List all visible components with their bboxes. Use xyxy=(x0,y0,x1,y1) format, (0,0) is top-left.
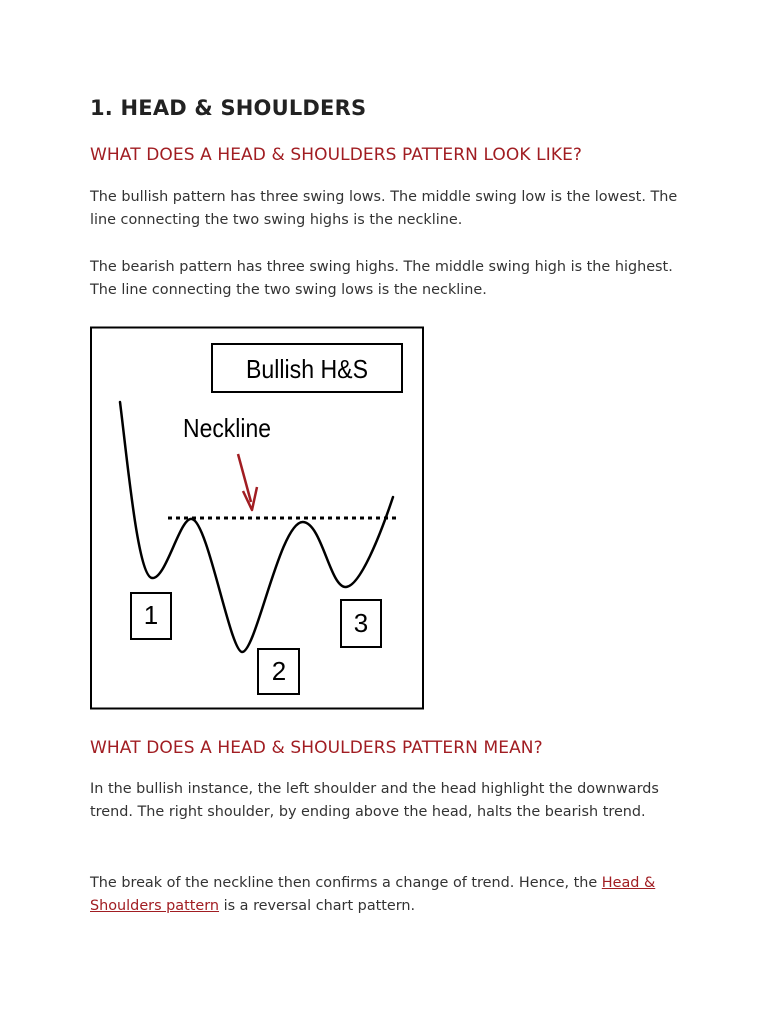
label-1: 1 xyxy=(143,600,159,630)
paragraph-bullish-meaning: In the bullish instance, the left shoulder and the head highlight the downwards trend. The right shoulder, by ending above the head, halts the bearish trend. xyxy=(90,781,659,820)
page-title: 1. HEAD & SHOULDERS xyxy=(90,96,367,120)
head-and-shoulders-pattern-link[interactable]: Head & Shoulders pattern xyxy=(90,875,656,914)
section-title-look-like: WHAT DOES A HEAD & SHOULDERS PATTERN LOOK LIKE? xyxy=(90,145,583,165)
section-title-mean: WHAT DOES A HEAD & SHOULDERS PATTERN MEAN? xyxy=(90,738,543,758)
label-2: 2 xyxy=(271,656,287,686)
bullish-head-and-shoulders-diagram xyxy=(90,326,424,710)
label-3: 3 xyxy=(353,608,369,638)
paragraph-reversal-text-start: The break of the neckline then confirms a change of trend. Hence, the xyxy=(90,875,602,891)
diagram-title: Bullish H&S xyxy=(246,354,368,384)
paragraph-reversal xyxy=(90,872,680,917)
neckline-label: Neckline xyxy=(183,413,271,443)
paragraph-bullish-description: The bullish pattern has three swing lows. The middle swing low is the lowest. The line connecting the two swing highs is the neckline. xyxy=(90,189,678,228)
paragraph-reversal-text-end: is a reversal chart pattern. xyxy=(219,897,416,914)
diagram-svg xyxy=(90,326,424,710)
paragraph-bearish-description: The bearish pattern has three swing highs. The middle swing high is the highest. The line connecting the two swing lows is the neckline. xyxy=(90,259,673,298)
